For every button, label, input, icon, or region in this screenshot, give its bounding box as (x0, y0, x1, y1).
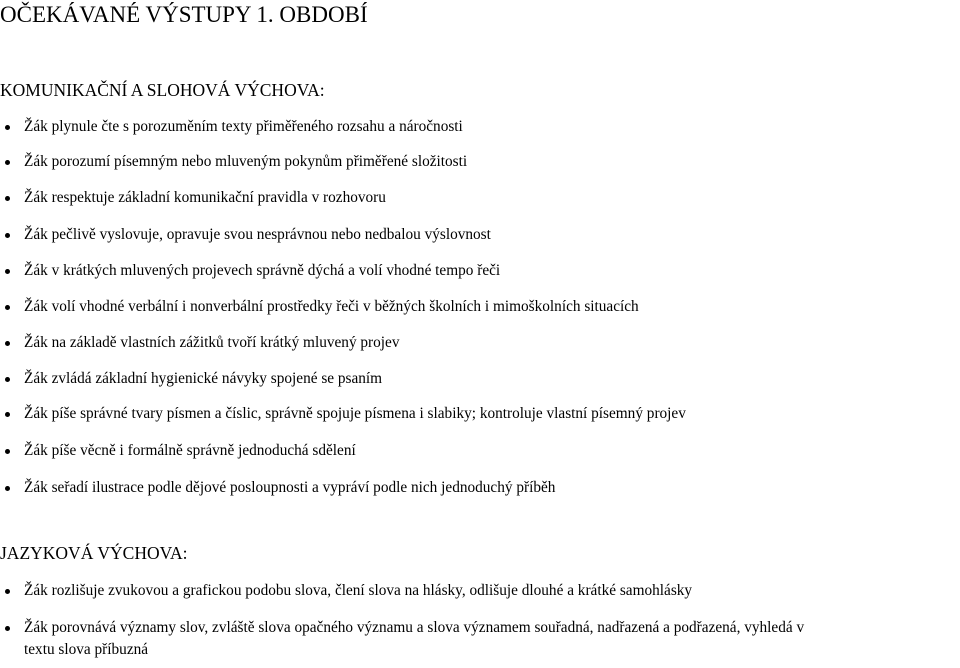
list-item-text: Žák plynule čte s porozuměním texty přiměřeného rozsahu a náročnosti (24, 118, 463, 135)
list-item-continuation: textu slova příbuzná (24, 641, 149, 658)
bullet-icon (5, 412, 10, 417)
bullet-icon (5, 486, 10, 491)
bullet-icon (5, 377, 10, 382)
list-item-text: Žák píše správné tvary písmen a číslic, správně spojuje písmena i slabiky; kontroluje vlastní písemný projev (24, 405, 686, 422)
bullet-icon (5, 196, 10, 201)
list-item-text: Žák porozumí písemným nebo mluveným pokynům přiměřené složitosti (24, 153, 468, 170)
list-item-text: Žák v krátkých mluvených projevech správně dýchá a volí vhodné tempo řeči (24, 262, 501, 279)
list-item-text: Žák seřadí ilustrace podle dějové posloupnosti a vypráví podle nich jednoduchý příběh (24, 479, 556, 496)
section-heading-language: JAZYKOVÁ VÝCHOVA: (0, 543, 188, 563)
section-heading-communication: KOMUNIKAČNÍ A SLOHOVÁ VÝCHOVA: (0, 80, 325, 100)
bullet-icon (5, 160, 10, 165)
bullet-icon (5, 589, 10, 594)
bullet-icon (5, 233, 10, 238)
list-item-text: Žák píše věcně i formálně správně jednoduchá sdělení (24, 442, 356, 459)
list-item-text: Žák zvládá základní hygienické návyky spojené se psaním (24, 370, 383, 387)
list-item-text: Žák rozlišuje zvukovou a grafickou podobu slova, člení slova na hlásky, odlišuje dlouhé a krátké samohlásky (24, 582, 693, 599)
bullet-icon (5, 269, 10, 274)
bullet-icon (5, 341, 10, 346)
list-item-text: Žák pečlivě vyslovuje, opravuje svou nesprávnou nebo nedbalou výslovnost (24, 226, 491, 243)
list-item-text: Žák na základě vlastních zážitků tvoří krátký mluvený projev (24, 334, 400, 351)
bullet-icon (5, 626, 10, 631)
list-item-text: Žák porovnává významy slov, zvláště slova opačného významu a slova významem souřadná, nadřazená a podřazená, vyhledá v (24, 619, 805, 636)
bullet-icon (5, 125, 10, 130)
page-title: OČEKÁVANÉ VÝSTUPY 1. OBDOBÍ (0, 2, 368, 27)
list-item-text: Žák volí vhodné verbální i nonverbální prostředky řeči v běžných školních i mimoškolních situacích (24, 298, 639, 315)
bullet-icon (5, 305, 10, 310)
bullet-icon (5, 449, 10, 454)
list-item-text: Žák respektuje základní komunikační pravidla v rozhovoru (24, 189, 386, 206)
